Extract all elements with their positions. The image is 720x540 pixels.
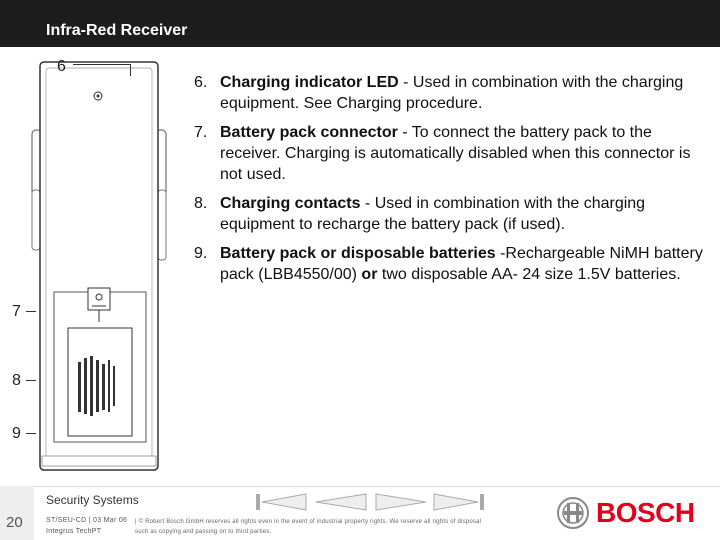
item-description: -Rechargeable NiMH battery pack (LBB4550/00) [220, 245, 703, 283]
receiver-illustration [20, 60, 180, 480]
item-number: 9. [194, 245, 208, 262]
footer-organization: Security Systems [46, 493, 139, 507]
previous-slide-button[interactable] [314, 493, 368, 511]
callout-9-line [26, 433, 36, 434]
slide-title: Infra-Red Receiver [46, 22, 188, 39]
receiver-bottom-edge [42, 456, 156, 466]
brand-name: BOSCH [596, 497, 695, 528]
slide-navigation [256, 493, 486, 511]
last-slide-button[interactable] [432, 493, 486, 511]
callout-7-line [26, 311, 36, 312]
right-side-clip-lower [158, 190, 166, 260]
item-title: Battery pack or disposable batteries [220, 245, 496, 262]
footer-legal: | © Robert Bosch GmbH reserves all rights even in the event of industrial property rights. We reserve all rights of disposal such as copying and passing on to third parties. [135, 519, 482, 535]
item-title: Battery pack connector [220, 124, 398, 141]
footer-subtitle: Integrus TechPT [46, 528, 102, 535]
list-item [194, 193, 704, 235]
next-slide-button[interactable] [374, 493, 428, 511]
callout-6-drop [130, 64, 131, 76]
callout-9: 9 [12, 425, 21, 442]
list-item [194, 243, 704, 285]
page-number: 20 [6, 514, 23, 531]
item-title: Charging indicator LED [220, 74, 399, 91]
item-number: 8. [194, 195, 208, 212]
bosch-logo [556, 494, 706, 532]
footer-divider [0, 486, 720, 487]
left-side-clip-lower [32, 190, 40, 250]
item-number: 6. [194, 74, 208, 91]
item-bold-word: or [361, 266, 378, 283]
footer-department: ST/SEU-CD | 03 Mar 06 [46, 517, 128, 524]
description-list [194, 72, 704, 293]
item-description: - Used in combination with the charging equipment. See Charging procedure. [220, 74, 684, 112]
item-description: - To connect the battery pack to the receiver. Charging is automatically disabled when this connector is not used. [220, 124, 691, 183]
list-item [194, 122, 704, 185]
callout-8: 8 [12, 372, 21, 389]
item-number: 7. [194, 124, 208, 141]
callout-6: 6 [57, 58, 66, 75]
item-description-end: two disposable AA- 24 size 1.5V batteries. [377, 266, 681, 283]
callout-6-line [73, 64, 130, 65]
item-title: Charging contacts [220, 195, 361, 212]
battery-pack [68, 328, 132, 436]
footer-page-band [0, 486, 34, 540]
callout-7: 7 [12, 303, 21, 320]
item-description: - Used in combination with the charging equipment to recharge the battery pack (if used). [220, 195, 646, 233]
bosch-armature-icon [556, 496, 590, 530]
callout-8-line [26, 380, 36, 381]
battery-connector [88, 288, 110, 310]
first-slide-button[interactable] [256, 493, 308, 511]
list-item [194, 72, 704, 114]
